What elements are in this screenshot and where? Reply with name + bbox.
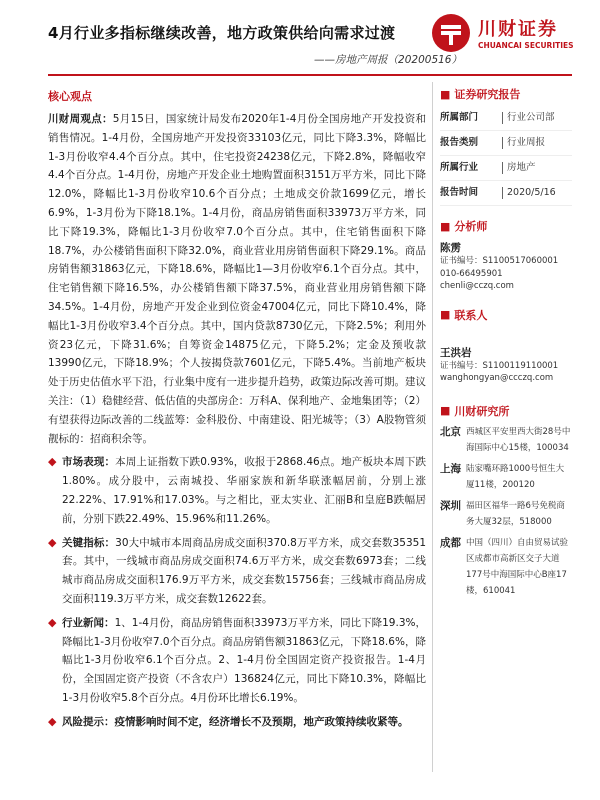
weekly-view-label: 川财周观点： — [48, 113, 113, 125]
key-indicators-item — [48, 534, 426, 609]
office-city: 上海 — [440, 462, 461, 475]
report-info-table — [440, 106, 572, 206]
info-row — [440, 131, 572, 156]
section-marker-icon: ■ — [440, 219, 451, 233]
weekly-view-text: 5月15日，国家统计局发布2020年1-4月份全国房地产开发投资和销售情况。1-4月份，全国房地产开发投资33103亿元，同比下降3.3%，降幅比1-3月份收窄4.4个百分点。其中，住宅投资24238亿元，下降2.8%，降幅收窄4.4个百分点。1-4月份，房地产开发企业土地购置面积3151万平方米，同比下降12.0%，降幅比1-3月份收窄10.6个百分点；土地成交价款1699亿元，增长6.9%，1-3月份为下降18.1%。1-4月份，商品房销售面积33973万平方米，同比下降19.3%，降幅比1-3月份收窄7.0个百分点。其中，住宅销售面积下降18.7%，办公楼销售面积下降32.0%，商业营业用房销售面积下降29.1%。商品房销售额31863亿元，下降18.6%，降幅比1—3月份收窄6.1个百分点。其中，住宅销售额下降16.5%，办公楼销售额下降37.5%，商业营业用房销售额下降34.5%。1-4月份，房地产开发企业到位资金47004亿元，同比下降10.4%，降幅比1-3月份收窄3.4个百分点。其中，国内贷款8730亿元，下降2.5%；利用外资23亿元，下降31.6%；自筹资金14875亿元，下降5.2%；定金及预收款13990亿元，下降18.9%；个人按揭贷款7601亿元，下降5.4%。当前地产板块处于历史估值水平下沿，行业集中度有一进步提升趋势，政策边际改善可期。建议关注：（1）稳健经营、低估值的央部房企：万科A、保利地产、金地集团等；（2）有望获得边际改善的二线蓝筹：金科股份、中南建设、阳光城等；（3）A股物管须靓标的：招商积余等。 — [48, 113, 426, 445]
industry-news-label: 行业新闻： — [62, 616, 115, 629]
risk-warning-text: 疫情影响时间不定，经济增长不及预期，地产政策持续收紧等。 — [114, 715, 409, 728]
info-key: 报告类别 — [440, 137, 479, 148]
market-performance-text: 本周上证指数下跌0.93%，收报于2868.46点。地产板块本周下跌1.80%。成分股中，云南城投、华丽家族和新华联涨幅居前，分别上涨22.22%、17.91%和17.03%。与之相比，亚太实业、汇丽B和皇庭B跌幅居前，分别下跌22.49%、15.96%和11.26%。 — [62, 456, 427, 525]
section-marker-icon: ■ — [440, 87, 451, 101]
office-chengdu — [440, 535, 572, 599]
info-value: 2020/5/16 — [502, 187, 572, 199]
institute-heading-text: 川财研究所 — [454, 404, 510, 418]
analyst-heading-text: 分析师 — [454, 220, 488, 233]
bullet-icon: ◆ — [48, 714, 57, 728]
market-performance-label: 市场表现： — [62, 456, 116, 469]
office-address: 中国（四川）自由贸易试验区成都市高新区交子大道177号中海国际中心B座17楼，610041 — [466, 537, 569, 596]
industry-news-item — [48, 614, 426, 708]
info-key: 报告时间 — [440, 187, 479, 198]
logo-mark-icon — [432, 14, 470, 52]
office-shanghai — [440, 461, 572, 493]
analyst-phone: 010-66495901 — [440, 268, 503, 279]
info-value: 行业公司部 — [502, 112, 572, 124]
side-column — [440, 82, 572, 599]
report-info-heading-text: 证券研究报告 — [454, 88, 521, 101]
info-value: 房地产 — [502, 162, 572, 174]
contact-heading — [440, 307, 572, 323]
section-marker-icon: ■ — [440, 308, 451, 321]
contact-name: 王洪岩 — [440, 346, 472, 359]
office-city: 深圳 — [440, 499, 461, 512]
core-view-heading: 核心观点 — [48, 90, 92, 103]
report-subtitle: ——房地产周报（20200516） — [314, 54, 462, 66]
analyst-heading — [440, 218, 572, 234]
logo-cn-text: 川财证券 — [478, 19, 558, 40]
weekly-view-paragraph — [48, 110, 426, 448]
institute-heading — [440, 403, 572, 419]
info-row — [440, 156, 572, 181]
bullet-icon: ◆ — [48, 615, 57, 629]
info-row — [440, 181, 572, 206]
bullet-icon: ◆ — [48, 535, 57, 549]
key-indicators-label: 关键指标： — [62, 536, 116, 549]
main-column — [48, 82, 426, 732]
key-indicators-text: 30大中城市本周商品房成交面积370.8万平方米，成交套数35351套。其中，一线城市商品房成交面积74.6万平方米，成交套数6973套；二线城市商品房成交面积176.9万平方米，成交套数15756套；三线城市商品房成交面积119.3万平方米，成交套数12622套。 — [62, 536, 427, 605]
industry-news-text: 1、1-4月份，商品房销售面积33973万平方米，同比下降19.3%，降幅比1-3月份收窄7.0个百分点。商品房销售额31863亿元，下降18.6%，降幅比1-3月份收窄6.1个百分点。2、1-4月份全国固定资产投资报告。1-4月份，全国固定资产投资（不含农户）136824亿元，同比下降10.3%，降幅比1-3月份收窄5.8个百分点。4月份环比增长6.19%。 — [62, 616, 427, 704]
contact-email[interactable]: wanghongyan@ccczq.com — [440, 373, 554, 383]
report-title: 4月行业多指标继续改善，地方政策供给向需求过渡 — [48, 24, 396, 42]
info-key: 所属行业 — [440, 162, 479, 173]
office-address: 陆家嘴环路1000号恒生大厦11楼，200120 — [466, 463, 565, 490]
analyst-cert: 证书编号：S1100517060001 — [440, 256, 559, 266]
office-address: 西城区平安里西大街28号中海国际中心15楼，100034 — [466, 426, 571, 453]
report-info-heading — [440, 86, 572, 102]
bullet-icon: ◆ — [48, 455, 57, 469]
logo-en-text: CHUANCAI SECURITIES — [478, 41, 574, 50]
info-row — [440, 106, 572, 131]
report-header — [48, 14, 572, 70]
header-divider — [48, 74, 572, 76]
company-logo — [432, 14, 572, 58]
section-marker-icon: ■ — [440, 404, 451, 417]
contact-cert: 证书编号：S1100119110001 — [440, 360, 559, 371]
risk-warning-item — [48, 713, 426, 732]
column-divider — [432, 82, 433, 772]
office-beijing — [440, 424, 572, 456]
office-shenzhen — [440, 498, 572, 530]
office-address: 福田区福华一路6号免税商务大厦32层，518000 — [466, 500, 565, 527]
contact-heading-text: 联系人 — [454, 308, 488, 322]
analyst-email[interactable]: chenli@cczq.com — [440, 281, 514, 291]
analyst-name: 陈雳 — [440, 242, 461, 254]
office-city: 成都 — [440, 536, 461, 549]
market-performance-item — [48, 453, 426, 528]
info-value: 行业周报 — [502, 137, 572, 149]
info-key: 所属部门 — [440, 112, 479, 123]
office-city: 北京 — [440, 425, 461, 438]
risk-warning-label: 风险提示： — [62, 715, 115, 728]
